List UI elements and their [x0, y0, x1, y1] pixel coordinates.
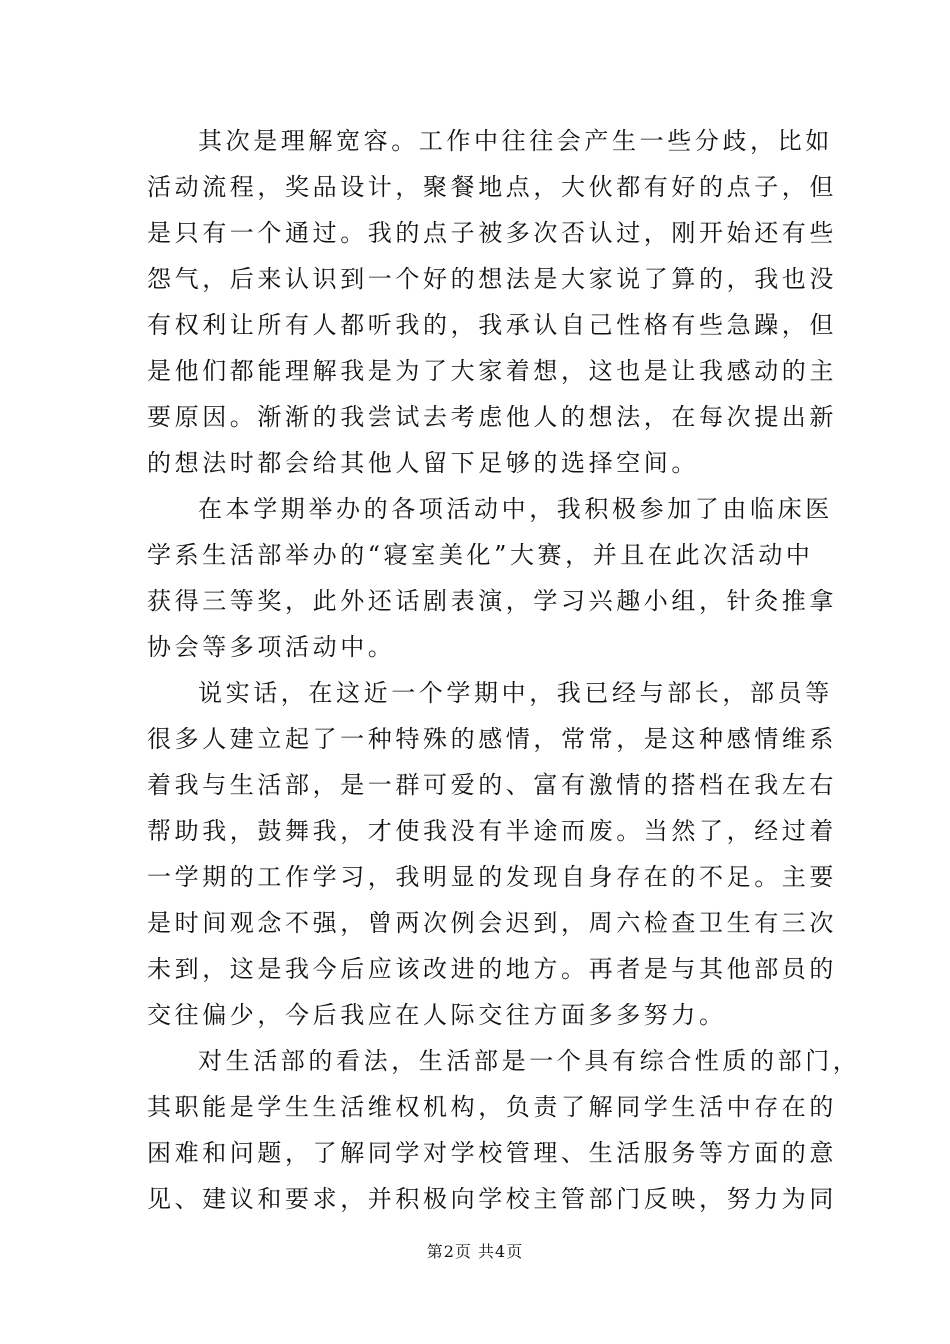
paragraph-understanding-tolerance [147, 118, 837, 486]
text-line: 着我与生活部，是一群可爱的、富有激情的搭档在我左右 [147, 771, 837, 799]
text-line: 是他们都能理解我是为了大家着想，这也是让我感动的主 [147, 357, 837, 385]
paragraph-department-view [147, 1038, 861, 1222]
paragraph-activities [147, 486, 837, 670]
text-line: 说实话，在这近一个学期中，我已经与部长，部员等 [198, 679, 833, 707]
text-line: 协会等多项活动中。 [147, 633, 396, 661]
text-line: 未到，这是我今后应该改进的地方。再者是与其他部员的 [147, 955, 837, 983]
text-line: 帮助我，鼓舞我，才使我没有半途而废。当然了，经过着 [147, 817, 837, 845]
text-line: 获得三等奖，此外还话剧表演，学习兴趣小组，针灸推拿 [147, 587, 837, 615]
text-line: 见、建议和要求，并积极向学校主管部门反映，努力为同 [147, 1185, 837, 1213]
text-line: 的想法时都会给其他人留下足够的选择空间。 [147, 449, 699, 477]
text-line: 一学期的工作学习，我明显的发现自身存在的不足。主要 [147, 863, 837, 891]
text-line: 要原因。渐渐的我尝试去考虑他人的想法，在每次提出新 [147, 403, 837, 431]
document-body [147, 118, 861, 1222]
text-line: 困难和问题，了解同学对学校管理、生活服务等方面的意 [147, 1139, 837, 1167]
page-number-footer: 第2页 共4页 [426, 1242, 524, 1261]
text-line: 其职能是学生生活维权机构，负责了解同学生活中存在的 [147, 1093, 837, 1121]
text-line: 是只有一个通过。我的点子被多次否认过，刚开始还有些 [147, 219, 837, 247]
text-line: 对生活部的看法，生活部是一个具有综合性质的部门， [198, 1047, 861, 1075]
text-line: 其次是理解宽容。工作中往往会产生一些分歧，比如 [198, 127, 833, 155]
text-line: 是时间观念不强，曾两次例会迟到，周六检查卫生有三次 [147, 909, 837, 937]
text-line: 有权利让所有人都听我的，我承认自己性格有些急躁，但 [147, 311, 837, 339]
text-line: 交往偏少，今后我应在人际交往方面多多努力。 [147, 1001, 727, 1029]
text-line: 学系生活部举办的“寝室美化”大赛，并且在此次活动中 [147, 541, 814, 569]
text-line: 在本学期举办的各项活动中，我积极参加了由临床医 [198, 495, 833, 523]
text-line: 很多人建立起了一种特殊的感情，常常，是这种感情维系 [147, 725, 837, 753]
text-line: 怨气，后来认识到一个好的想法是大家说了算的，我也没 [147, 265, 837, 293]
text-line: 活动流程，奖品设计，聚餐地点，大伙都有好的点子，但 [147, 173, 837, 201]
paragraph-reflection [147, 670, 837, 1038]
